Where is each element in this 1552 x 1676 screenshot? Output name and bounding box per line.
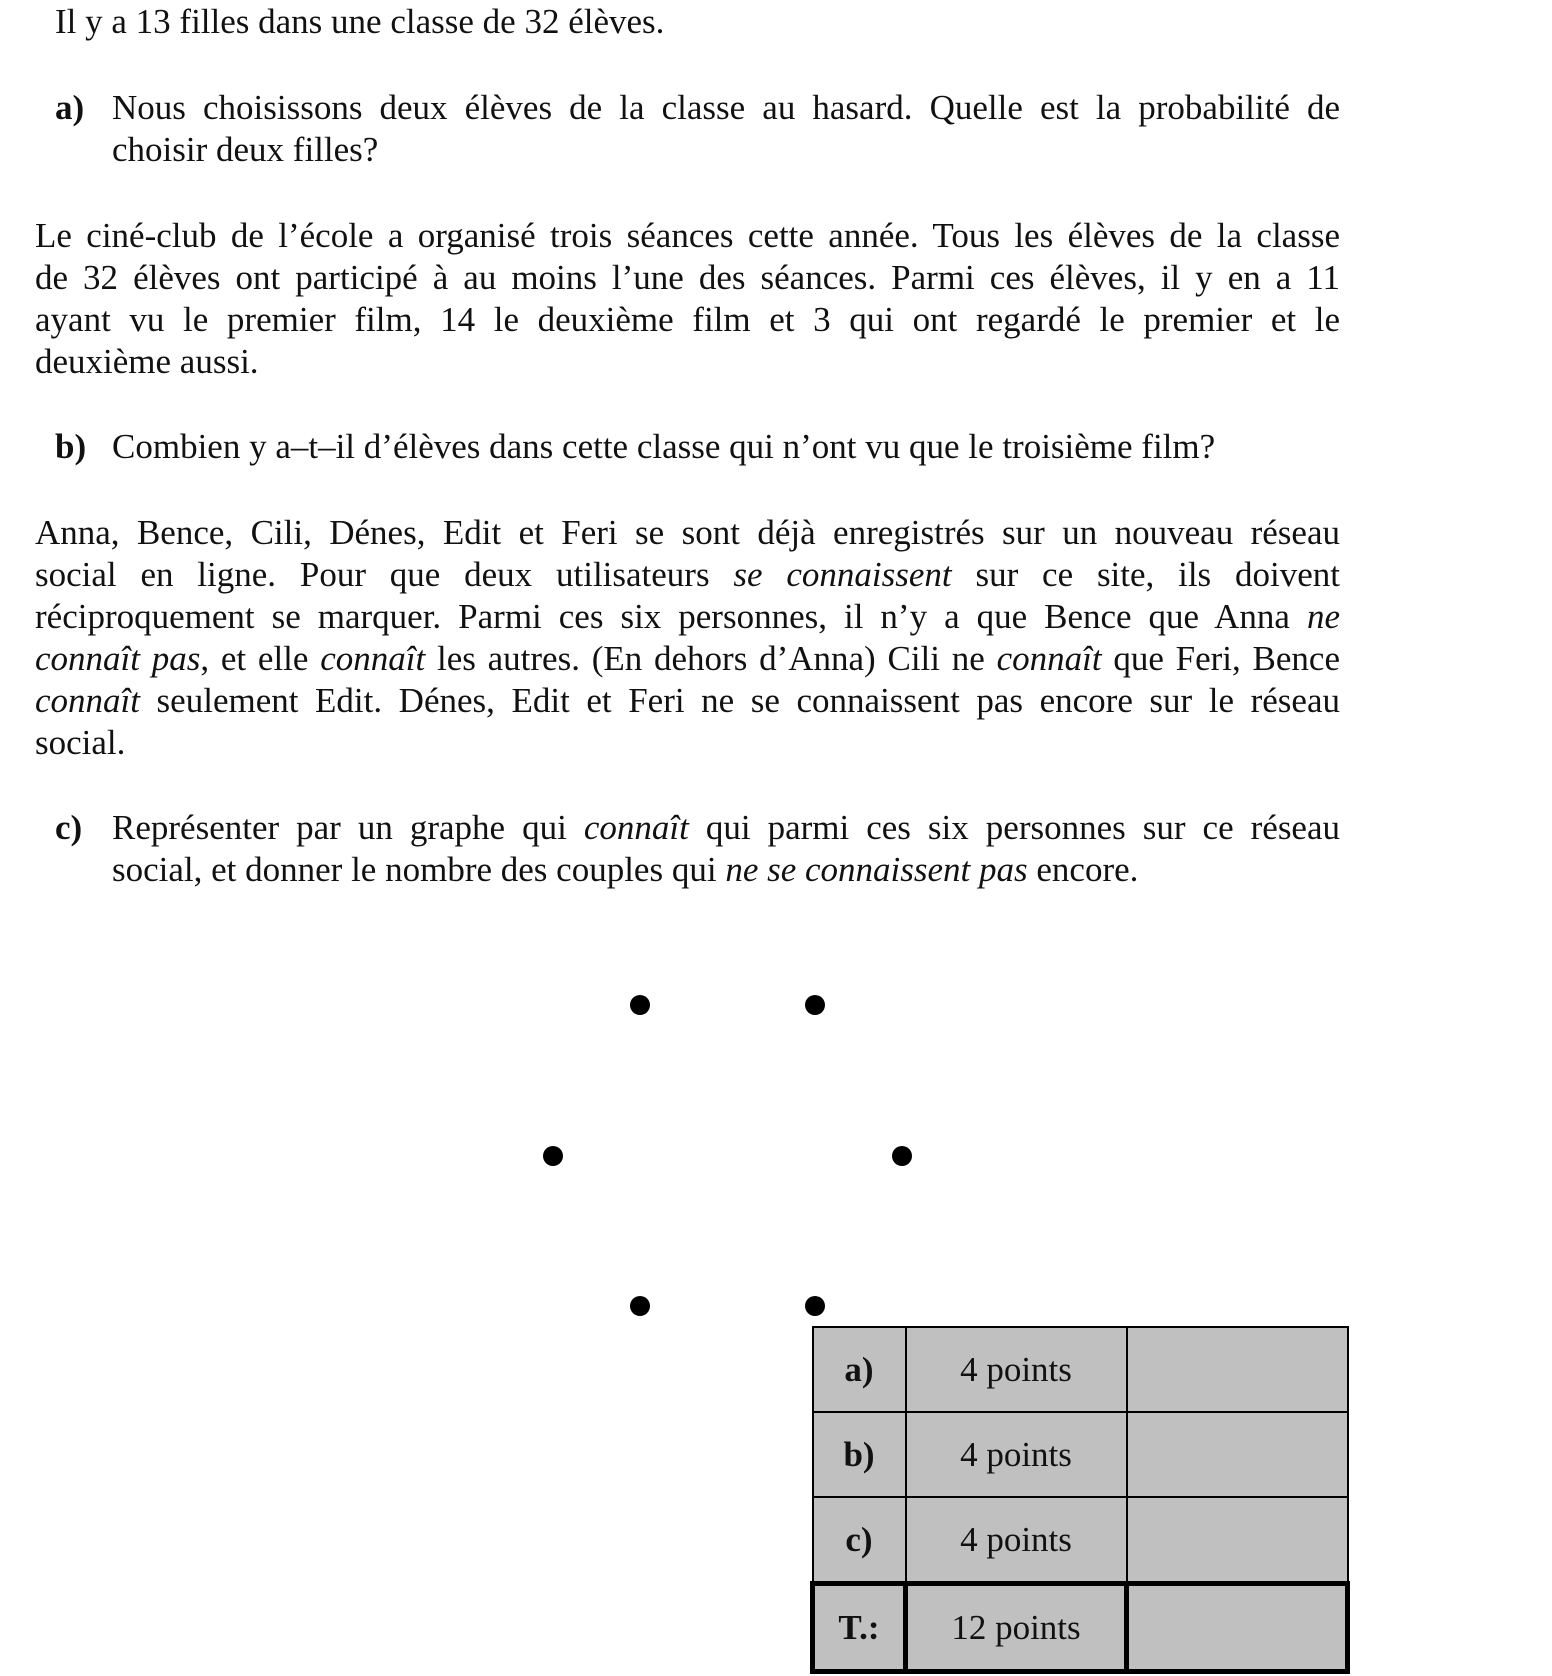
social-line-4-part-6: que Feri, Bence xyxy=(1101,639,1341,678)
graph-vertex-bottom-right xyxy=(805,1296,825,1316)
graph-vertex-top-right xyxy=(805,995,825,1015)
graph-vertex-bottom-left xyxy=(630,1296,650,1316)
score-part-label: b) xyxy=(813,1412,906,1497)
score-row-c xyxy=(813,1497,1348,1584)
graph-vertex-middle-right xyxy=(892,1146,912,1166)
question-b-label: b) xyxy=(55,427,87,466)
social-line-2-part-3: sur ce site, ils doivent xyxy=(951,555,1340,594)
score-row-b xyxy=(813,1412,1348,1497)
social-line-4-italic-3: connaît xyxy=(996,639,1102,678)
score-awarded-cell[interactable] xyxy=(1127,1412,1348,1497)
social-line-3 xyxy=(35,596,1340,638)
question-a-line-2: choisir deux filles? xyxy=(112,130,379,169)
social-line-3-italic: ne xyxy=(1306,597,1340,636)
question-c-line-2 xyxy=(112,849,1340,891)
social-line-5-part-2: seulement Edit. Dénes, Edit et Feri ne se connaissent pas encore sur le réseau xyxy=(139,681,1340,720)
score-max-points: 4 points xyxy=(906,1327,1127,1412)
question-c-line-2-italic: ne se connaissent pas xyxy=(725,850,1028,889)
cine-club-paragraph xyxy=(35,215,1340,383)
cine-line-1: Le ciné-club de l’école a organisé trois séances cette année. Tous les élèves de la classe xyxy=(35,216,1340,255)
social-line-4-part-4: les autres. (En dehors d’Anna) Cili ne xyxy=(425,639,997,678)
social-line-4-part-2: , et elle xyxy=(200,639,321,678)
score-row-a xyxy=(813,1327,1348,1412)
score-awarded-cell[interactable] xyxy=(1127,1327,1348,1412)
question-c-line-1 xyxy=(112,807,1340,849)
score-max-points: 4 points xyxy=(906,1497,1127,1584)
graph-vertex-middle-left xyxy=(543,1146,563,1166)
social-line-3-part-1: réciproquement se marquer. Parmi ces six personnes, il n’y a que Bence que Anna xyxy=(35,597,1307,636)
social-line-2-italic: se connaissent xyxy=(733,555,952,594)
score-total-points: 12 points xyxy=(906,1584,1127,1672)
score-table xyxy=(810,1326,1350,1674)
score-part-label: a) xyxy=(813,1327,906,1412)
social-line-1: Anna, Bence, Cili, Dénes, Edit et Feri se sont déjà enregistrés sur un nouveau réseau xyxy=(35,513,1340,552)
intro-text: Il y a 13 filles dans une classe de 32 élèves. xyxy=(55,2,665,41)
social-network-paragraph xyxy=(35,512,1340,764)
score-total-label: T.: xyxy=(813,1584,906,1672)
social-line-2 xyxy=(35,554,1340,596)
social-line-4-italic-1: connaît pas xyxy=(35,639,201,678)
cine-line-3: ayant vu le premier film, 14 le deuxième film et 3 qui ont regardé le premier et le xyxy=(35,300,1340,339)
score-row-total xyxy=(813,1584,1348,1672)
question-c-line-2-part-1: social, et donner le nombre des couples qui xyxy=(112,850,726,889)
question-c-line-2-part-3: encore. xyxy=(1027,850,1139,889)
question-b-text: Combien y a–t–il d’élèves dans cette classe qui n’ont vu que le troisième film? xyxy=(112,427,1216,466)
question-c-line-1-part-1: Représenter par un graphe qui xyxy=(112,808,584,847)
score-part-label: c) xyxy=(813,1497,906,1584)
social-line-4-italic-2: connaît xyxy=(320,639,426,678)
social-line-6: social. xyxy=(35,723,126,762)
graph-vertex-top-left xyxy=(630,995,650,1015)
cine-line-4: deuxième aussi. xyxy=(35,342,259,381)
social-line-2-part-1: social en ligne. Pour que deux utilisateurs xyxy=(35,555,734,594)
question-a-line-1: Nous choisissons deux élèves de la classe au hasard. Quelle est la probabilité de xyxy=(112,88,1340,127)
question-c-line-1-italic: connaît xyxy=(583,808,689,847)
cine-line-2: de 32 élèves ont participé à au moins l’une des séances. Parmi ces élèves, il y en a 11 xyxy=(35,258,1340,297)
social-line-5 xyxy=(35,680,1340,722)
question-c-label: c) xyxy=(55,808,83,847)
social-line-4 xyxy=(35,638,1340,680)
question-a-label: a) xyxy=(55,88,85,127)
social-line-5-italic: connaît xyxy=(35,681,140,720)
question-c-line-1-part-3: qui parmi ces six personnes sur ce réseau xyxy=(688,808,1341,847)
score-awarded-cell[interactable] xyxy=(1127,1497,1348,1584)
score-max-points: 4 points xyxy=(906,1412,1127,1497)
score-total-awarded-cell[interactable] xyxy=(1127,1584,1348,1672)
